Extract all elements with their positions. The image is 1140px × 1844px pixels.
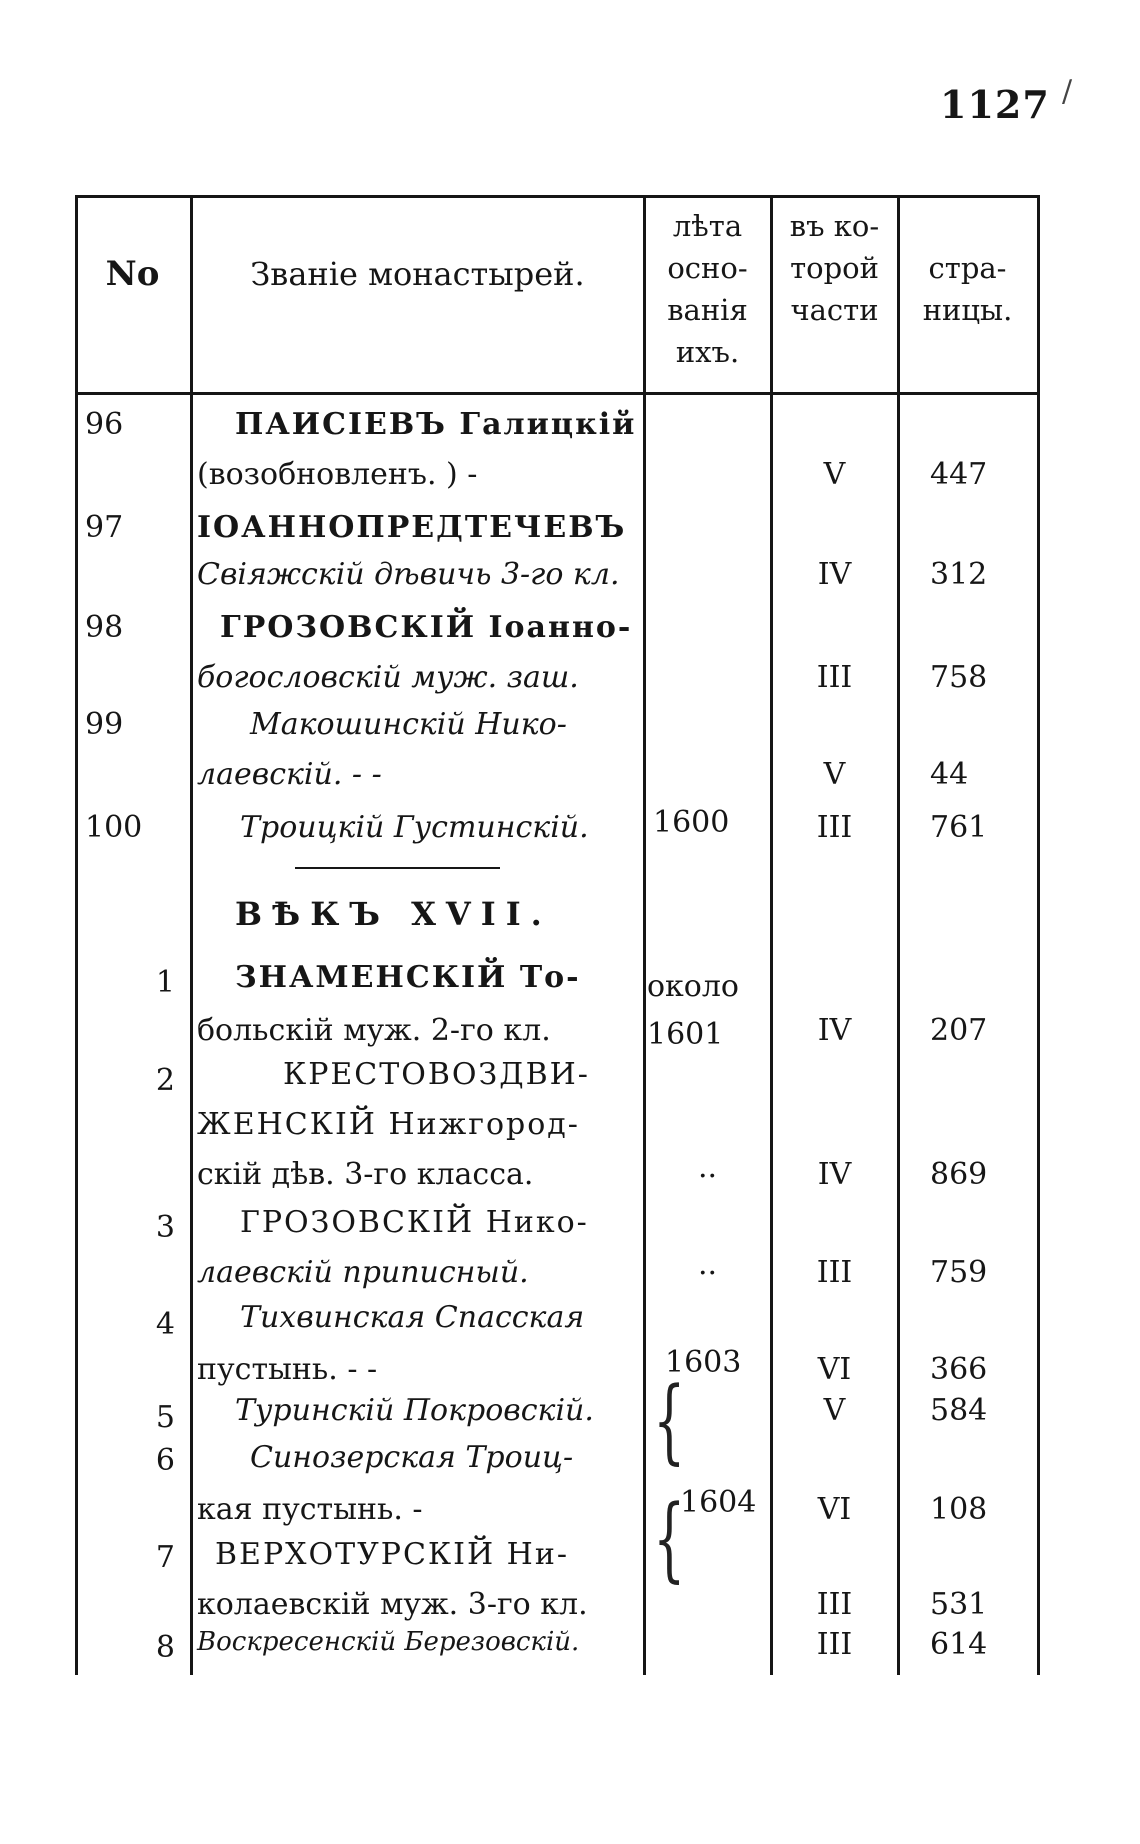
- row-title-line: больскій муж. 2-го кл.: [197, 1013, 551, 1048]
- header-part: [772, 205, 897, 331]
- row-page: 614: [930, 1627, 988, 1662]
- row-part: VI: [817, 1352, 852, 1387]
- row-part: III: [816, 1627, 853, 1662]
- page-corner-mark: /: [1062, 74, 1073, 109]
- table-left-rule: [75, 195, 78, 1675]
- row-number: 96: [85, 407, 124, 442]
- header-page: [900, 247, 1035, 331]
- row-page: 531: [930, 1587, 988, 1622]
- row-part: IV: [817, 1157, 852, 1192]
- brace-5-6: {: [653, 1367, 686, 1474]
- header-year-line: ванія: [667, 293, 748, 327]
- row-title-line: ЗНАМЕНСКІЙ То-: [235, 960, 581, 995]
- row-number: 97: [85, 510, 124, 545]
- row-title-line: Свіяжскій дѣвичь 3-го кл.: [197, 557, 620, 592]
- header-page-line: стра-: [928, 251, 1007, 285]
- col-rule-2: [643, 195, 646, 1675]
- row-page: 108: [930, 1492, 988, 1527]
- row-title-line: Синозерская Троиц-: [250, 1440, 574, 1475]
- monastery-table: [75, 195, 1040, 1675]
- page-number: 1127: [940, 82, 1050, 127]
- row-part: IV: [817, 557, 852, 592]
- row-title-line: богословскій муж. заш.: [197, 660, 579, 695]
- row-page: 312: [930, 557, 988, 592]
- table-right-rule: [1037, 195, 1040, 1675]
- row-number: 99: [85, 707, 124, 742]
- row-page: 366: [930, 1352, 988, 1387]
- row-year: около 1601: [647, 969, 739, 1052]
- row-page: 758: [930, 660, 988, 695]
- header-part-line: торой: [790, 251, 879, 285]
- row-title-line: Тихвинская Спасская: [240, 1300, 585, 1335]
- header-year-line: ихъ.: [675, 335, 740, 369]
- row-year: 1604: [680, 1485, 757, 1520]
- header-page-line: ницы.: [922, 293, 1013, 327]
- row-number: 8: [155, 1630, 175, 1665]
- row-page: 447: [930, 457, 988, 492]
- row-year: 1603: [665, 1345, 742, 1380]
- row-part: III: [816, 1587, 853, 1622]
- row-number: 3: [155, 1210, 175, 1245]
- row-title-line: лаевскій. - -: [197, 757, 382, 792]
- row-number: 7: [155, 1540, 175, 1575]
- section-heading: ВѢКЪ XVII.: [235, 895, 552, 933]
- header-title: Званіе монастырей.: [250, 255, 585, 293]
- row-page: 44: [930, 757, 969, 792]
- row-title-line: ГРОЗОВСКІЙ Нико-: [240, 1205, 589, 1240]
- row-number: 6: [155, 1443, 175, 1478]
- row-year: ..: [697, 1150, 718, 1185]
- row-number: 5: [155, 1400, 175, 1435]
- row-page: 761: [930, 810, 988, 845]
- header-part-line: въ ко-: [789, 209, 880, 243]
- row-number: 4: [155, 1307, 175, 1342]
- col-rule-4: [897, 195, 900, 1675]
- row-title-line: ПАИСІЕВЪ Галицкій: [235, 407, 637, 442]
- row-number: 2: [155, 1063, 175, 1098]
- row-title-line: ВЕРХОТУРСКІЙ Ни-: [215, 1537, 569, 1572]
- col-rule-3: [770, 195, 773, 1675]
- row-part: III: [816, 810, 853, 845]
- col-rule-1: [190, 195, 193, 1675]
- row-page: 869: [930, 1157, 988, 1192]
- row-number: 98: [85, 610, 124, 645]
- row-title-line: ГРОЗОВСКІЙ Іоанно-: [220, 610, 633, 645]
- row-title-line: КРЕСТОВОЗДВИ-: [283, 1057, 590, 1092]
- row-part: III: [816, 660, 853, 695]
- row-year: ..: [697, 1247, 718, 1282]
- brace-6-7: {: [653, 1485, 686, 1592]
- row-title-line: скій дѣв. 3-го класса.: [197, 1157, 534, 1192]
- header-no: No: [105, 254, 160, 294]
- header-bottom-rule: [75, 392, 1040, 395]
- row-number: 100: [85, 810, 143, 845]
- row-title-line: Туринскій Покровскій.: [235, 1393, 594, 1428]
- header-year-line: лѣта: [672, 209, 743, 243]
- row-title-line: Троицкій Густинскій.: [240, 810, 589, 845]
- row-part: V: [823, 457, 846, 492]
- row-title-line: (возобновленъ. ) -: [197, 457, 478, 492]
- row-page: 584: [930, 1393, 988, 1428]
- row-part: IV: [817, 1013, 852, 1048]
- row-title-line: ІОАННОПРЕДТЕЧЕВЪ: [197, 510, 627, 545]
- row-title-line: Макошинскій Нико-: [250, 707, 567, 742]
- header-year-line: осно-: [667, 251, 748, 285]
- row-part: III: [816, 1255, 853, 1290]
- table-top-rule: [75, 195, 1040, 198]
- row-title-line: ЖЕНСКІЙ Нижгород-: [197, 1107, 580, 1142]
- row-part: V: [823, 757, 846, 792]
- row-year: 1600: [653, 805, 730, 840]
- row-title-line: пустынь. - -: [197, 1352, 378, 1387]
- row-part: VI: [817, 1492, 852, 1527]
- row-title-line: лаевскій приписный.: [197, 1255, 529, 1290]
- row-title-line: колаевскій муж. 3-го кл.: [197, 1587, 588, 1622]
- section-rule: [295, 867, 500, 869]
- row-part: V: [823, 1393, 846, 1428]
- row-page: 759: [930, 1255, 988, 1290]
- header-part-line: части: [790, 293, 879, 327]
- row-number: 1: [155, 965, 175, 1000]
- row-page: 207: [930, 1013, 988, 1048]
- row-title-line: кая пустынь. -: [197, 1492, 423, 1527]
- header-year: [645, 205, 770, 373]
- row-title-line: Воскресенскій Березовскій.: [197, 1627, 580, 1657]
